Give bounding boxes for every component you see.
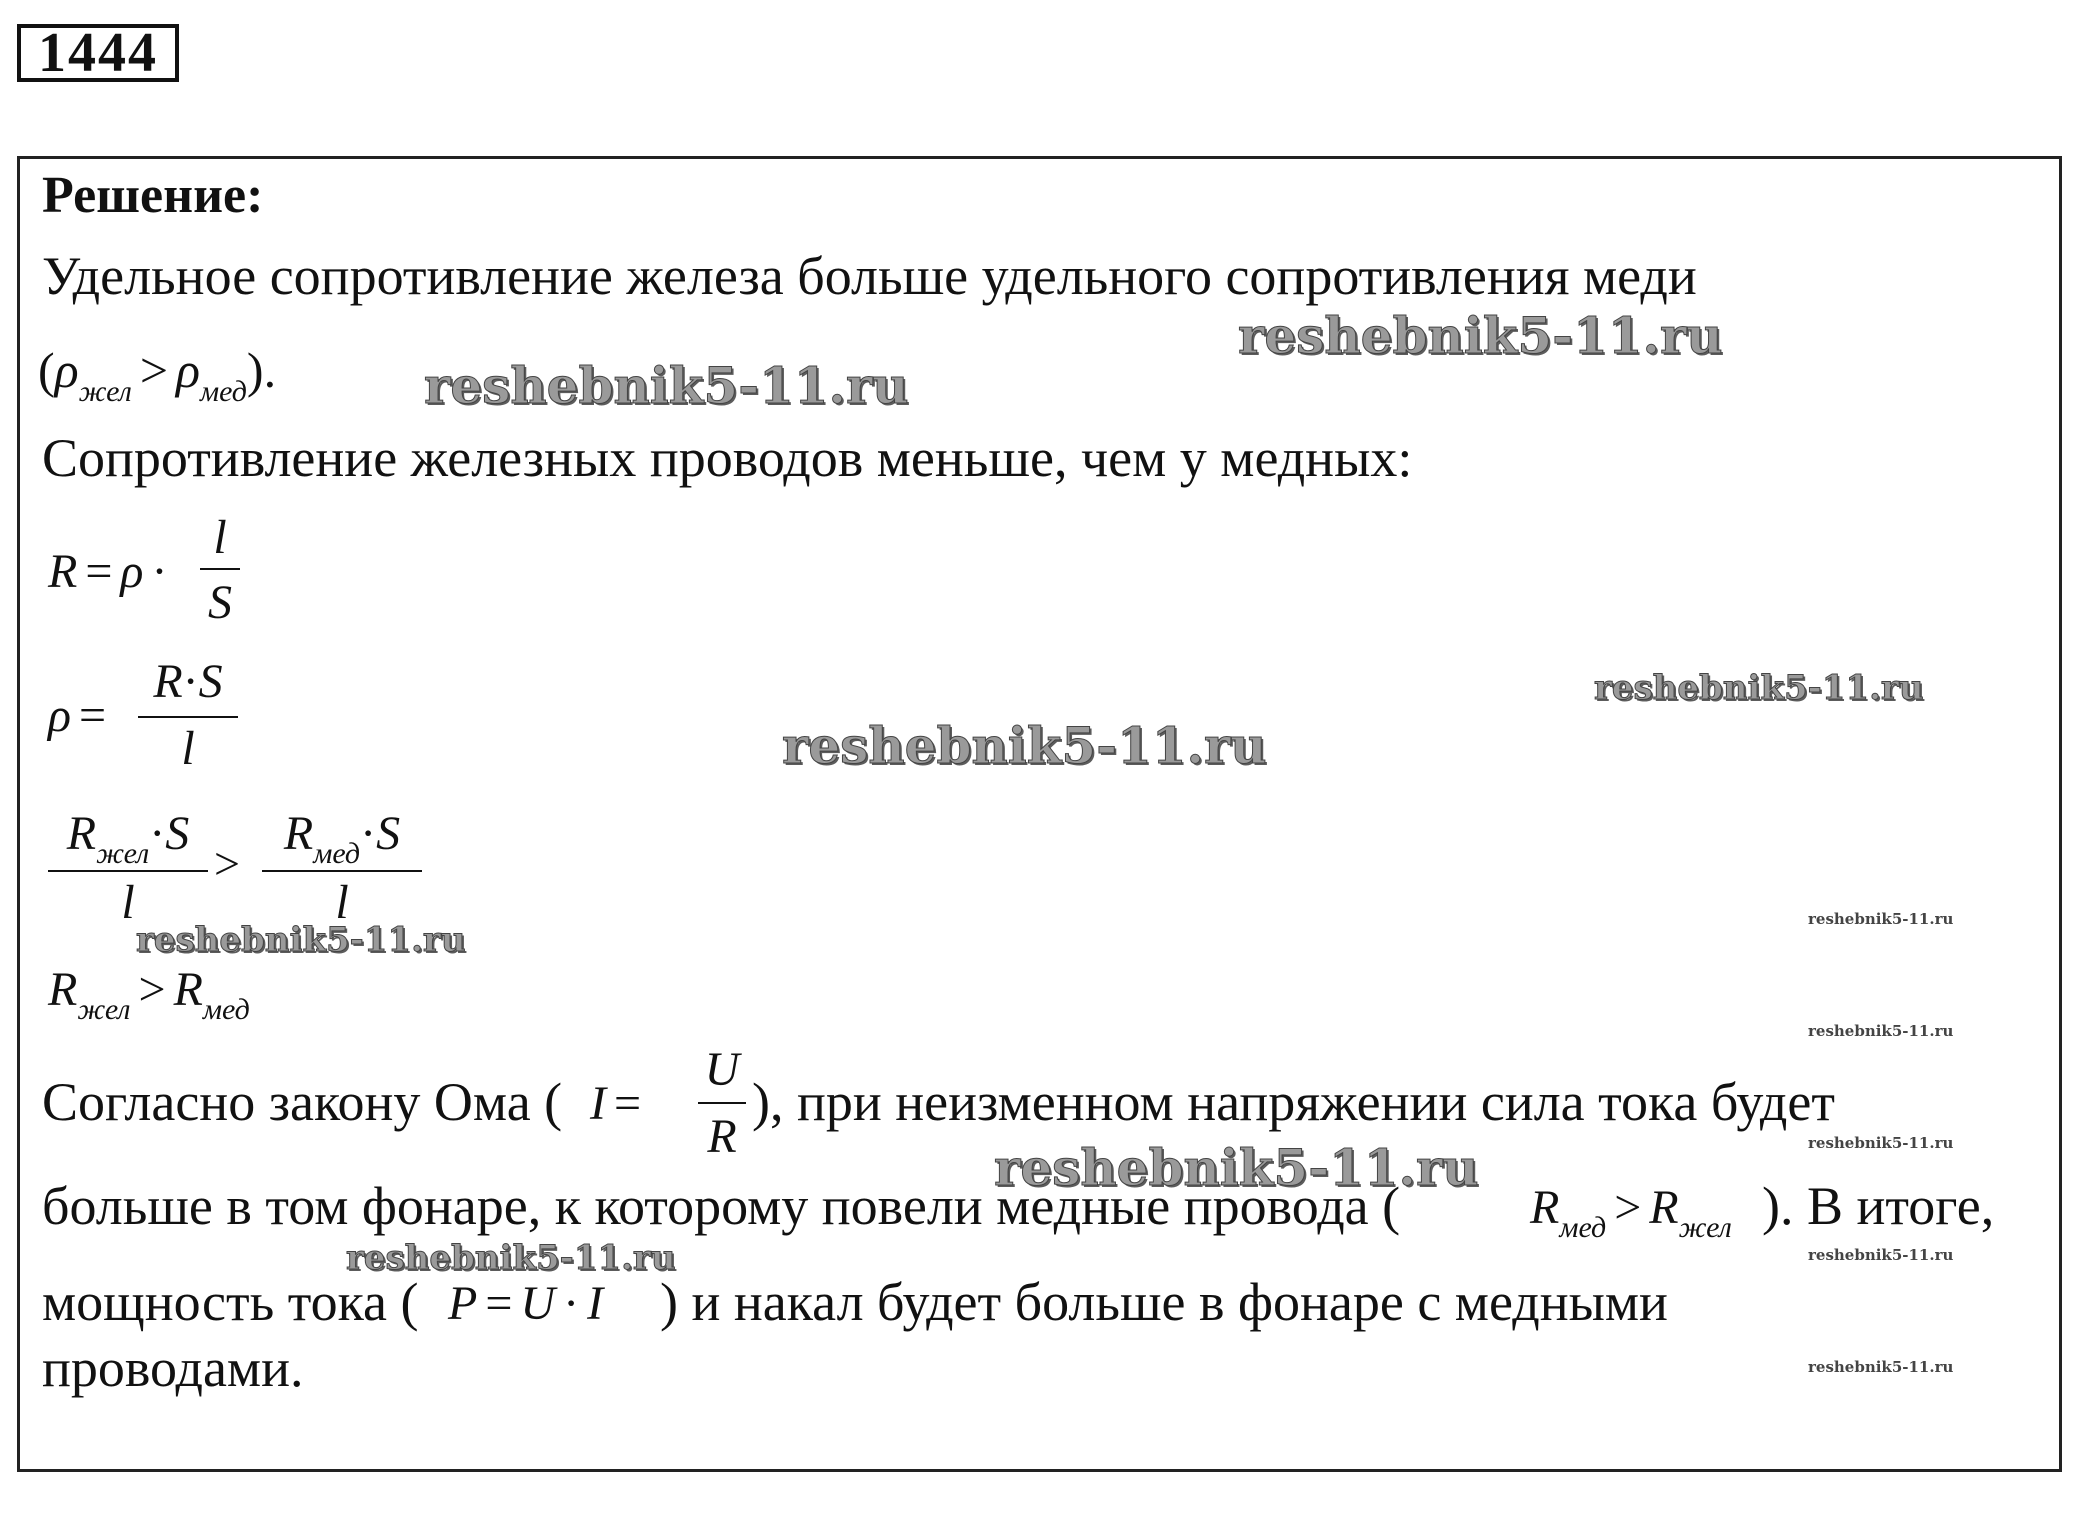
rho-comparison: $(\rho_{жел} > \rho_{мед})$. xyxy=(38,342,277,408)
formula-rho: ρ = xyxy=(48,689,107,742)
watermark: reshebnik5-11.ru xyxy=(1238,306,1723,365)
paragraph-5a: мощность тока ( xyxy=(42,1272,419,1332)
watermark: reshebnik5-11.ru xyxy=(346,1238,676,1278)
fraction-l-over-s: l S xyxy=(200,510,240,630)
solution-heading: Решение: xyxy=(42,167,264,224)
r-med-gt-r-zhel: $R_{мед} > R_{жел}$ xyxy=(1530,1181,1732,1244)
paragraph-3b: ), при неизменном напряжении сила тока будет xyxy=(752,1072,1835,1132)
gt-sign: > xyxy=(214,838,240,889)
paragraph-5b: ) и накал будет больше в фонаре с медными xyxy=(660,1272,1668,1332)
watermark: reshebnik5-11.ru xyxy=(1808,1022,1954,1040)
problem-number: 1444 xyxy=(17,24,179,82)
power-formula: P = U · I xyxy=(448,1277,604,1330)
fraction-rs-over-l: R·S l xyxy=(138,654,238,776)
watermark: reshebnik5-11.ru xyxy=(782,716,1267,775)
watermark: reshebnik5-11.ru xyxy=(1594,668,1924,708)
watermark: reshebnik5-11.ru xyxy=(424,356,909,415)
paragraph-4b: ). В итоге, xyxy=(1762,1176,1995,1236)
watermark: reshebnik5-11.ru xyxy=(1808,1134,1954,1152)
paragraph-6: проводами. xyxy=(42,1338,304,1398)
paragraph-3a: Согласно закону Ома ( xyxy=(42,1072,563,1132)
watermark: reshebnik5-11.ru xyxy=(994,1138,1479,1197)
watermark: reshebnik5-11.ru xyxy=(1808,1246,1954,1264)
fraction-u-over-r: U R xyxy=(698,1042,746,1164)
watermark: reshebnik5-11.ru xyxy=(136,920,466,960)
formula-resistance: R = ρ · xyxy=(48,545,168,598)
watermark: reshebnik5-11.ru xyxy=(1808,1358,1954,1376)
fraction-rzhel: $R_{жел}\cdot S$ l xyxy=(48,806,208,930)
ohm-lhs: I = xyxy=(590,1077,642,1130)
fraction-rmed: $R_{мед}\cdot S$ l xyxy=(262,806,422,930)
watermark: reshebnik5-11.ru xyxy=(1808,910,1954,928)
paragraph-4a: больше в том фонаре, к которому повели медные провода ( xyxy=(42,1176,1401,1236)
paragraph-2: Сопротивление железных проводов меньше, чем у медных: xyxy=(42,428,1413,488)
paragraph-1: Удельное сопротивление железа больше удельного сопротивления меди xyxy=(42,246,1697,306)
formula-r-comparison: $R_{жел} > R_{мед}$ xyxy=(48,963,250,1026)
